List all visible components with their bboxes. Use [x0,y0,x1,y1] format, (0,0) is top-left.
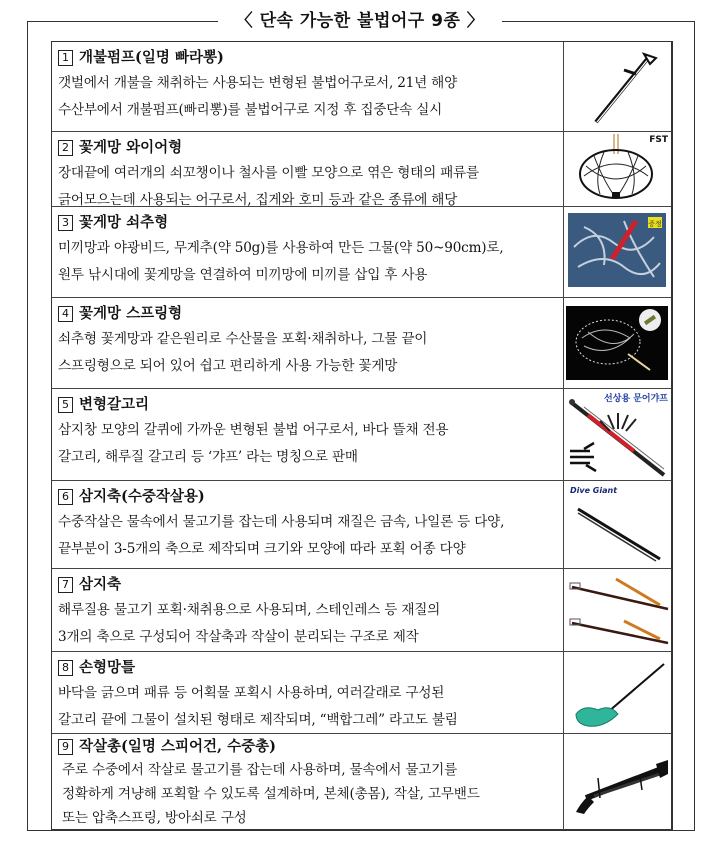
item-desc-line: 쇠추형 꽃게망과 같은원리로 수산물을 포획·채취하나, 그물 끝이 [58,331,428,347]
item-title [58,393,557,417]
item-text-cell [52,569,564,651]
item-number: 8 [58,660,73,676]
title-bar [0,6,720,38]
item-title [58,211,557,235]
item-number: 5 [58,397,73,413]
table-row [52,42,671,132]
item-number: 1 [58,50,73,66]
item-desc-line: 수중작살은 물속에서 물고기를 잡는데 사용되며 재질은 금속, 나일론 등 다양, [58,514,505,530]
item-title [58,736,557,758]
item-desc-line: 긁어모으는데 사용되는 어구로서, 집게와 호미 등과 같은 종류에 해당 [58,192,458,208]
spear-gun-icon [564,734,671,830]
item-text-cell [52,389,564,480]
pump-rod-icon [564,42,671,131]
item-name: 삼지축(수중작살용) [79,488,205,505]
item-number: 3 [58,215,73,231]
svg-text:FST: FST [649,135,668,145]
item-desc-line: 장대끝에 여러개의 쇠꼬챙이나 철사를 이빨 모양으로 엮은 형태의 패류를 [58,165,479,181]
svg-text:Dive Giant: Dive Giant [570,486,618,495]
item-desc-line: 갈고리 끝에 그물이 설치된 형태로 제작되며, “백합그레” 라고도 불림 [58,712,458,728]
item-number: 2 [58,140,73,156]
svg-text:증정: 증정 [648,220,662,228]
item-name: 꽃게망 스프링형 [79,305,183,322]
item-name: 삼지축 [79,576,122,593]
item-title [58,656,557,680]
item-text-cell [52,207,564,297]
gaff-hook-icon [564,389,671,480]
item-desc-line: 3개의 축으로 구성되어 작살축과 작살이 분리되는 구조로 제작 [58,629,419,645]
item-desc-line: 또는 압축스프링, 방아쇠로 구성 [62,810,247,826]
hand-net-rake-icon [564,652,671,733]
table-row [52,481,671,569]
item-desc-line: 바닥을 긁으며 패류 등 어획물 포획시 사용하며, 여러갈래로 구성된 [58,685,445,701]
table-row [52,207,671,298]
table-row [52,389,671,481]
table-row [52,652,671,734]
item-number: 6 [58,489,73,505]
item-name: 작살총(일명 스피어건, 수중총) [79,738,276,755]
page-title: 〈 단속 가능한 불법어구 9종 〉 [218,6,503,38]
item-desc-line: 갯벌에서 개불을 채취하는 사용되는 변형된 불법어구로서, 21년 해양 [58,75,458,91]
item-desc-line: 삼지창 모양의 갈퀴에 가까운 변형된 불법 어구로서, 바다 뜰채 전용 [58,422,449,438]
item-desc-line: 해루질용 물고기 포획·채취용으로 사용되며, 스테인레스 등 재질의 [58,602,441,618]
table-row [52,298,671,389]
item-name: 변형갈고리 [79,396,150,413]
item-desc-line: 주로 수중에서 작살로 물고기를 잡는데 사용하며, 물속에서 물고기를 [62,762,458,778]
item-desc-line: 갈고리, 해루질 갈고리 등 ‘갸프’ 라는 명칭으로 판매 [58,449,358,465]
table-row [52,734,671,830]
item-title [58,573,557,597]
item-text-cell [52,298,564,388]
item-title [58,136,557,160]
weighted-net-photo [564,207,671,297]
item-desc-line: 끝부분이 3-5개의 축으로 제작되며 크기와 모양에 따라 포획 어종 다양 [58,541,466,557]
item-number: 7 [58,577,73,593]
item-name: 개불펌프(일명 빠라뽕) [79,49,224,66]
wire-net-icon [564,132,671,206]
item-name: 꽃게망 와이어형 [79,139,183,156]
illegal-gear-table [51,41,673,831]
spring-net-photo [564,298,671,388]
item-text-cell [52,481,564,568]
trident-spear-icon [564,569,671,651]
item-desc-line: 정확하게 겨냥해 포획할 수 있도록 설계하며, 본체(총몸), 작살, 고무밴드 [62,786,480,802]
item-desc-line: 원투 낚시대에 꽃게망을 연결하여 미끼망에 미끼를 삽입 후 사용 [58,267,428,283]
item-text-cell [52,132,564,206]
item-desc-line: 미끼망과 야광비드, 무게추(약 50g)를 사용하여 만든 그물(약 50~90cm)로, [58,240,504,256]
table-row [52,569,671,652]
item-desc-line: 수산부에서 개불펌프(빠리뽕)를 불법어구로 지정 후 집중단속 실시 [58,102,443,118]
item-number: 4 [58,306,73,322]
table-row [52,132,671,207]
svg-text:선상용 문어갸프: 선상용 문어갸프 [604,394,668,404]
item-desc-line: 스프링형으로 되어 있어 쉽고 편리하게 사용 가능한 꽃게망 [58,358,398,374]
item-title [58,46,557,70]
item-name: 손형망틀 [79,659,136,676]
item-text-cell [52,652,564,733]
item-text-cell [52,734,564,830]
item-text-cell [52,42,564,131]
item-title [58,485,557,509]
item-title [58,302,557,326]
item-number: 9 [58,739,73,755]
item-name: 꽃게망 쇠추형 [79,214,169,231]
spear-shaft-icon [564,481,671,568]
